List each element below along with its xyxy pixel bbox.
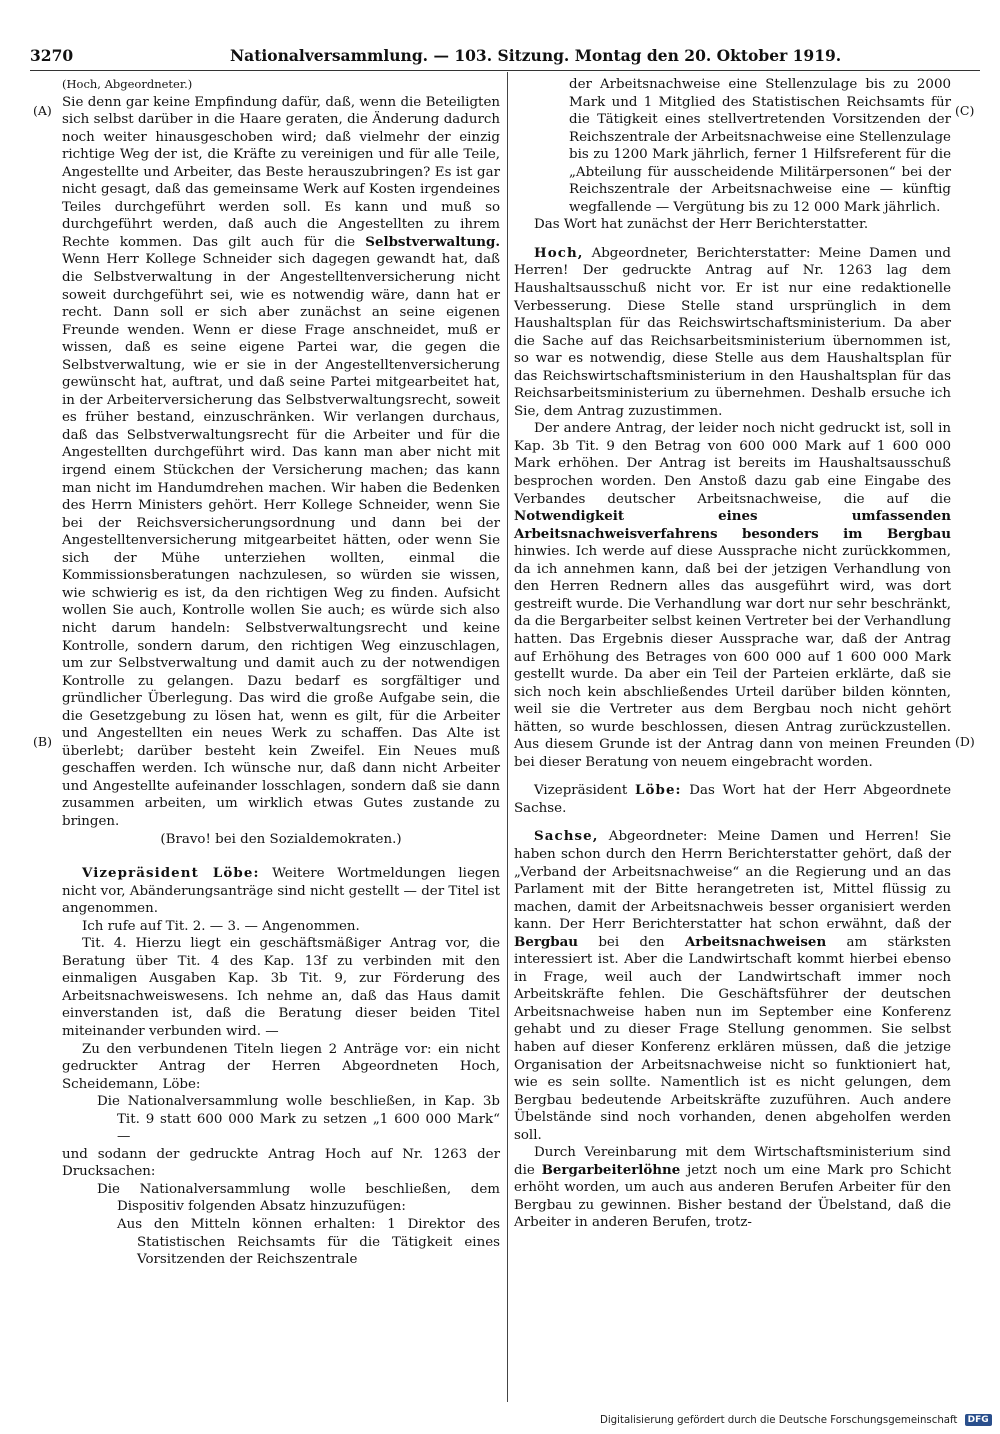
- emphasis: Arbeitsnachweisen: [684, 933, 827, 950]
- speaker-heading: (Hoch, Abgeordneter.): [62, 77, 193, 91]
- right-column: [514, 76, 951, 1232]
- emphasis: Notwendigkeit eines umfassenden Arbeitsnachweisverfahrens besonders im Bergbau: [514, 508, 951, 542]
- emphasis: Bergbau: [514, 933, 579, 950]
- dfg-logo: DFG: [965, 1414, 992, 1426]
- motion-text: Die Nationalversammlung wolle beschließen, in Kap. 3b Tit. 9 statt 600 000 Mark zu setzen „1 600 000 Mark“ —: [97, 1094, 500, 1145]
- text-run: am stärksten interessiert ist. Aber die Landwirtschaft kommt hierbei ebenso in Frage, weil auch der Landwirtschaft immer noch Arbeitskräfte fehlen. Die Geschäftsführer der deutschen Arbeitsnachweise haben nun im September eine Konferenz gehabt und zu dieser Frage Stellung genommen. Sie selbst haben auf dieser Konferenz erklären müssen, daß die jetzige Organisation der Arbeitsnachweise nicht so funktioniert hat, wie es sein sollte. Namentlich ist es nicht gelungen, dem Bergbau bedeutende Arbeitskräfte zuzuführen. Auch andere Übelstände sind noch vorhanden, denen abgeholfen werden soll.: [514, 934, 952, 1143]
- paragraph: [514, 245, 951, 420]
- left-column: [62, 76, 500, 1269]
- paragraph: [514, 828, 951, 1144]
- page-header: [30, 46, 980, 68]
- margin-marker-b: (B): [33, 734, 52, 749]
- paragraph: [62, 865, 500, 918]
- text-run: jetzt noch um eine Mark pro Schicht erhöht worden, um auch aus anderen Berufen Arbeiter für den Bergbau zu gewinnen. Bisher bestand der Übelstand, daß die Arbeiter in anderen Berufen, trotz-: [514, 1162, 951, 1231]
- text-run: hinwies. Ich werde auf diese Aussprache nicht zurückkommen, da ich annehmen kann, daß bei der jetzigen Verhandlung von den Herren Rednern alles das ausgeführt wird, was dort gestreift wurde. Die Verhandlung war dort nur sehr beschränkt, da die Bergarbeiter selbst keinen Vertreter bei der Verhandlung hatten. Das Ergebnis dieser Aussprache war, daß der Antrag auf Erhöhung des Betrages von 600 000 auf 1 600 000 Mark gestellt wurde. Da aber ein Teil der Parteien erklärte, daß sie sich noch kein abschließendes Urteil darüber bilden könnten, weil sie die Vertreter aus dem Bergbau noch nicht gehört hätten, so wurde beschlossen, diesen Antrag zurückzustellen. Aus diesem Grunde ist der Antrag dann von meinen Freunden bei dieser Beratung von neuem eingebracht worden.: [514, 544, 951, 770]
- paragraph: Ich rufe auf Tit. 2. — 3. — Angenommen.: [82, 918, 360, 934]
- page-number: 3270: [30, 46, 74, 65]
- running-head: Nationalversammlung. — 103. Sitzung. Montag den 20. Oktober 1919.: [230, 46, 842, 65]
- paragraph: und sodann der gedruckte Antrag Hoch auf Nr. 1263 der Drucksachen:: [62, 1146, 500, 1180]
- text-run: Vizepräsident: [534, 783, 636, 799]
- text-run: Abgeordneter: Meine Damen und Herren! Sie haben schon durch den Herrn Berichterstatter gehört, daß der „Verband der Arbeitsnachweise“ an die Regierung und an das Parlament mit der Bitte herangetreten ist, Mittel flüssig zu machen, damit der Arbeitsnachweis besser organisiert werden kann. Der Herr Berichterstatter hat schon erwähnt, daß der: [514, 829, 951, 933]
- paragraph: Tit. 4. Hierzu liegt ein geschäftsmäßiger Antrag vor, die Beratung über Tit. 4 des Kap. 13f zu verbinden mit den einmaligen Ausgaben Kap. 3b Tit. 9, zur Förderung des Arbeitsnachweiswesens. Ich nehme an, daß das Haus damit einverstanden ist, daß die Beratung dieser beiden Titel miteinander verbunden wird. —: [62, 936, 500, 1039]
- speaker-name: Sachse,: [534, 828, 599, 845]
- emphasis: Selbstverwaltung.: [365, 233, 500, 250]
- motion-text: der Arbeitsnachweise eine Stellenzulage bis zu 2000 Mark und 1 Mitglied des Statistischen Reichsamts für die Tätigkeit eines stellvertretenden Vorsitzenden der Reichszentrale der Arbeitsnachweise eine Stellenzulage bis zu 1200 Mark jährlich, ferner 1 Hilfsreferent für die „Abteilung für ausscheidende Militärpersonen“ bei der Reichszentrale der Arbeitsnachweise eine — künftig wegfallende — Vergütung bis zu 12 000 Mark jährlich.: [569, 77, 951, 215]
- margin-marker-c: (C): [955, 103, 975, 118]
- margin-marker-d: (D): [955, 734, 975, 749]
- text-run: Durch Vereinbarung mit dem Wirtschaftsministerium sind die: [514, 1145, 951, 1178]
- motion-text: Die Nationalversammlung wolle beschließen, dem Dispositiv folgenden Absatz hinzuzufügen:: [97, 1181, 500, 1215]
- speaker-name: Löbe:: [635, 782, 682, 799]
- speaker-name: Hoch,: [534, 244, 584, 261]
- margin-marker-a: (A): [33, 103, 52, 118]
- applause-note: (Bravo! bei den Sozialdemokraten.): [160, 831, 402, 847]
- paragraph: [514, 782, 951, 817]
- paragraph: Zu den verbundenen Titeln liegen 2 Anträge vor: ein nicht gedruckter Antrag der Herren Abgeordneten Hoch, Scheidemann, Löbe:: [62, 1041, 500, 1092]
- emphasis: Bergarbeiterlöhne: [541, 1161, 681, 1178]
- digitization-footer: [600, 1414, 990, 1430]
- text-run: Weitere Wortmeldungen liegen nicht vor, Abänderungsanträge sind nicht gestellt — der Titel ist angenommen.: [62, 866, 501, 917]
- paragraph: [62, 94, 500, 831]
- text-run: Das Wort hat der Herr Abgeordnete Sachse.: [514, 783, 951, 816]
- text-run: Wenn Herr Kollege Schneider sich dagegen gewandt hat, daß die Selbstverwaltung in der Angestelltenversicherung nicht soweit durchgeführt sei, wie es notwendig wäre, dann hat er recht. Dann soll er sich aber zunächst an seine eigenen Freunde wenden. Wenn er diese Frage anschneidet, muß er wissen, daß es seine eigene Partei war, die gegen die Selbstverwaltung, wie er sie in der Angestelltenversicherung gewünscht hat, auftrat, und daß seine Partei mitgearbeitet hat, in der Arbeiterversicherung das Selbstverwaltungsrecht, soweit es früher bestand, einzuschränken. Wir verlangen durchaus, daß das Selbstverwaltungsrecht für die Arbeiter und für die Angestellten durchgeführt wird. Das kann man aber nicht mit irgend einem Stückchen der Versicherung machen; das kann man nicht im Handumdrehen machen. Wir haben die Bedenken des Herrn Ministers gehört. Herr Kollege Schneider, wenn Sie bei der Reichsversicherungsordnung und dann bei der Angestelltenversicherung mitgearbeitet hätten, oder wenn Sie sich der Mühe unterziehen wollten, einmal die Kommissionsberatungen nachzulesen, so würden sie wissen, wie schwierig es ist, da den richtigen Weg zu finden. Aufsicht wollen Sie auch, Kontrolle wollen Sie auch; es würde sich also nicht darum handeln: Selbstverwaltungsrecht und keine Kontrolle, sondern darum, den richtigen Weg einzuschlagen, um zur Selbstverwaltung und damit auch zu der notwendigen Kontrolle zu gelangen. Dazu bedarf es sorgfältiger und gründlicher Überlegung. Das wird die große Aufgabe sein, die die Gesetzgebung zu lösen hat, wenn es gilt, für die Arbeiter und Angestellten ein neues Werk zu schaffen. Das Alte ist überlebt; darüber besteht kein Zweifel. Ein Neues muß geschaffen werden. Ich wünsche nur, daß dann nicht Arbeiter und Angestellte aufeinander losschlagen, sondern daß sie dann zusammen arbeiten, um wirklich etwas Gutes zustande zu bringen.: [62, 252, 500, 829]
- column-divider: [507, 72, 508, 1402]
- text-run: Abgeordneter, Berichterstatter: Meine Damen und Herren! Der gedruckte Antrag auf Nr. 1263 lag dem Haushaltsausschuß nicht vor. Er ist nur eine redaktionelle Verbesserung. Diese Stelle stand ursprünglich in dem Haushaltsplan für das Reichswirtschaftsministerium. Da aber die Sache auf das Reichsarbeitsministerium übernommen ist, so war es notwendig, diese Stelle aus dem Haushaltsplan für das Reichswirtschaftsministerium in den Haushaltsplan für das Reichsarbeitsministerium zu übernehmen. Deshalb ersuche ich Sie, dem Antrag zuzustimmen.: [514, 245, 951, 419]
- text-run: Sie denn gar keine Empfindung dafür, daß, wenn die Beteiligten sich selbst darüber in die Haare geraten, die Änderung dadurch noch weiter hinausgeschoben wird; daß vielmehr der einzig richtige Weg der ist, die Kräfte zu vereinigen und für alle Teile, Angestellte und Arbeiter, das Beste herauszubringen? Es ist gar nicht gesagt, daß das gemeinsame Werk auf Kosten irgendeines Teiles durchgeführt werden soll. Es kann und muß so durchgeführt werden, daß auch die Angestellten zu ihrem Rechte kommen. Das gilt auch für die: [62, 94, 500, 250]
- paragraph: [514, 420, 951, 771]
- text-run: Der andere Antrag, der leider noch nicht gedruckt ist, soll in Kap. 3b Tit. 9 den Betrag von 600 000 Mark auf 1 600 000 Mark erhöhen. Der Antrag ist bereits im Haushaltsausschuß besprochen worden. Den Anstoß dazu gab eine Eingabe des Verbandes deutscher Arbeitsnachweise, die auf die: [514, 421, 951, 507]
- speaker-name: Vizepräsident Löbe:: [82, 865, 260, 882]
- header-rule: [30, 70, 980, 71]
- motion-text: Aus den Mitteln können erhalten: 1 Direktor des Statistischen Reichsamts für die Tätigkeit eines Vorsitzenden der Reichszentrale: [117, 1217, 500, 1268]
- paragraph: Das Wort hat zunächst der Herr Berichterstatter.: [534, 217, 869, 233]
- paragraph: [514, 1144, 951, 1232]
- text-run: bei den: [578, 934, 685, 950]
- footer-text: Digitalisierung gefördert durch die Deutsche Forschungsgemeinschaft: [600, 1415, 958, 1426]
